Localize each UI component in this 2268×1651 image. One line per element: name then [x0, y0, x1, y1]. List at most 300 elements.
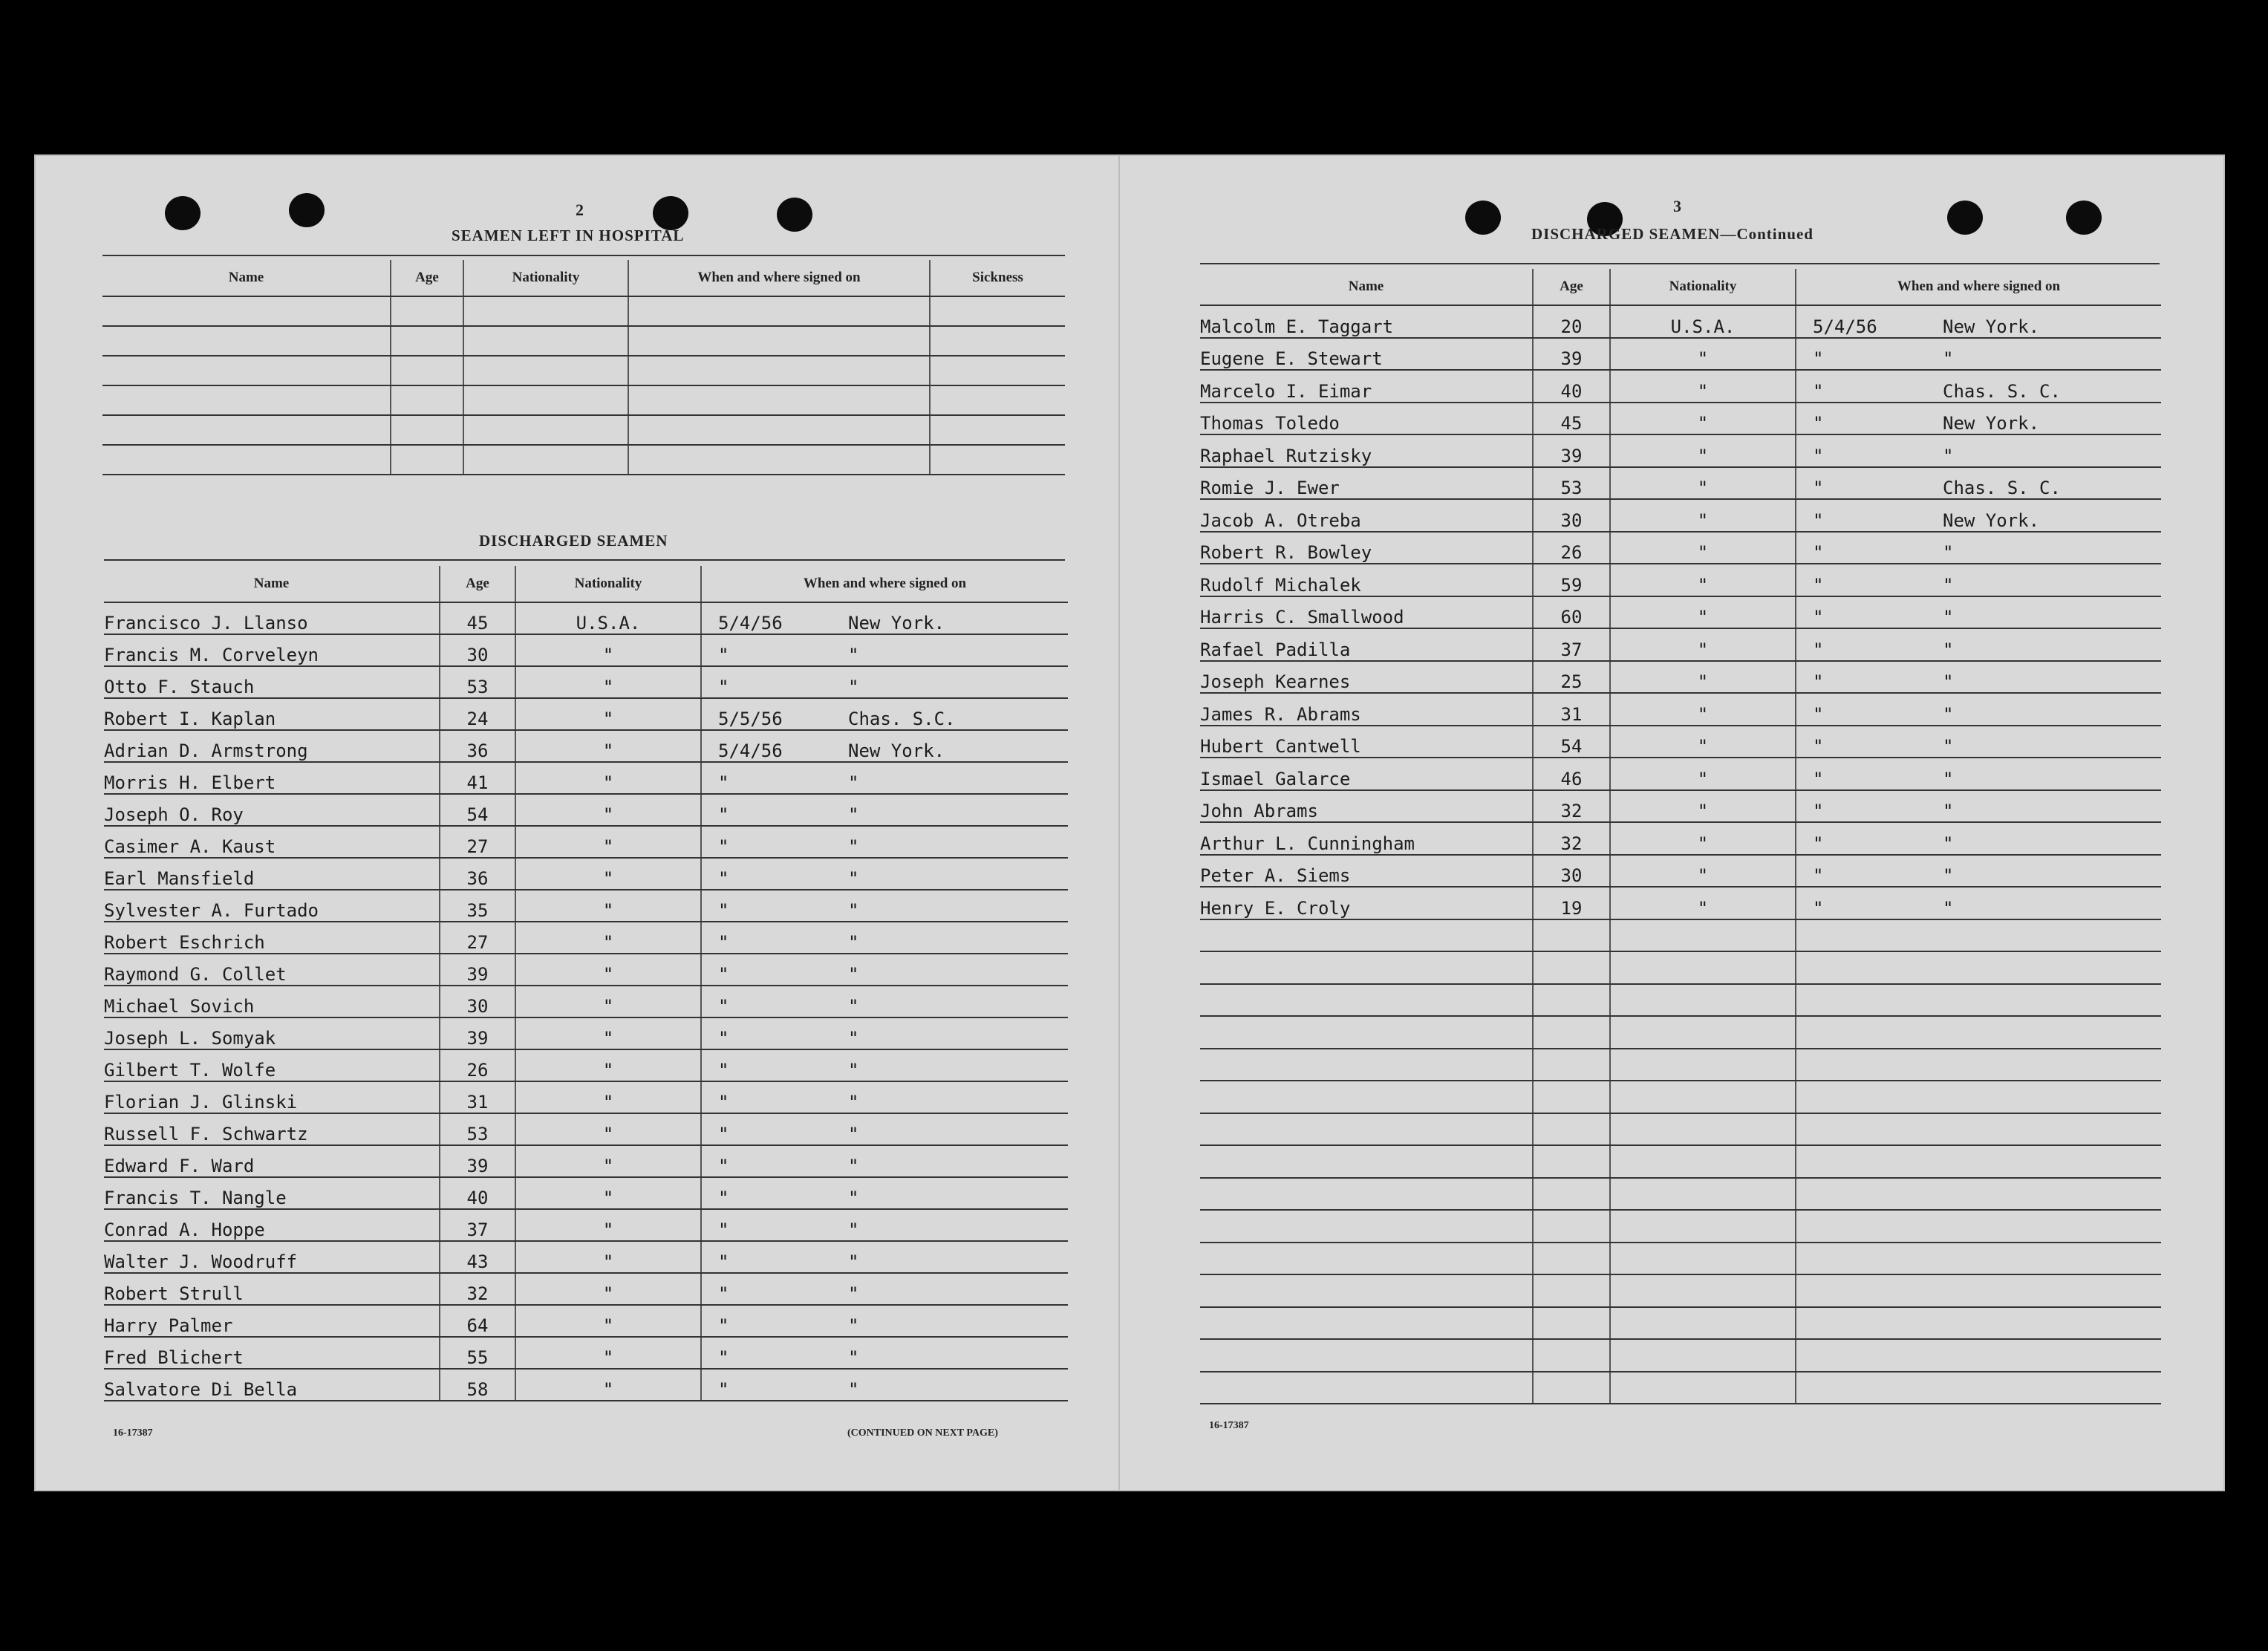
cell-nat: " [1610, 822, 1796, 855]
cell-name: John Abrams [1200, 790, 1533, 823]
column-header: Age [1533, 269, 1610, 305]
cell-nat: " [1610, 855, 1796, 888]
empty-cell [1533, 1081, 1610, 1113]
signed-on-date: " [718, 1315, 729, 1336]
cell-signed-on [1796, 855, 2161, 888]
punch-hole-icon [1947, 201, 1983, 235]
signed-on-date: " [1813, 736, 1824, 757]
empty-cell [1796, 984, 2161, 1017]
empty-cell [463, 415, 628, 445]
cell-nat: " [515, 1273, 701, 1305]
empty-cell [1610, 1145, 1796, 1178]
signed-on-place: " [1943, 542, 1954, 563]
cell-signed-on [701, 1081, 1068, 1113]
cell-signed-on [1796, 338, 2161, 371]
table-row [1200, 693, 2161, 726]
empty-cell [1200, 1113, 1533, 1146]
cell-name: Gilbert T. Wolfe [104, 1049, 440, 1081]
cell-signed-on [701, 1049, 1068, 1081]
signed-on-date: " [718, 1156, 729, 1176]
cell-name: Joseph O. Roy [104, 794, 440, 826]
cell-name: Robert Eschrich [104, 922, 440, 954]
cell-age: 53 [1533, 467, 1610, 500]
cell-age: 54 [440, 794, 515, 826]
empty-cell [1610, 1339, 1796, 1372]
cell-nat: " [515, 1241, 701, 1273]
empty-cell [1796, 1243, 2161, 1275]
signed-on-place: " [848, 1124, 859, 1144]
empty-cell [102, 415, 391, 445]
signed-on-date: " [718, 964, 729, 985]
cell-age: 40 [1533, 370, 1610, 403]
cell-name: Thomas Toledo [1200, 403, 1533, 435]
cell-nat: " [515, 698, 701, 730]
empty-cell [628, 445, 930, 475]
cell-nat: " [1610, 790, 1796, 823]
cell-signed-on [701, 794, 1068, 826]
cell-signed-on [1796, 596, 2161, 629]
signed-on-place: Chas. S. C. [1943, 380, 2061, 402]
cell-name: Peter A. Siems [1200, 855, 1533, 888]
signed-on-date: 5/4/56 [1813, 316, 1877, 337]
cell-age: 53 [440, 666, 515, 698]
empty-cell [1610, 1016, 1796, 1049]
signed-on-place: " [1943, 671, 1954, 692]
signed-on-place: " [1943, 703, 1954, 725]
cell-nat: " [515, 666, 701, 698]
column-header: When and where signed on [1796, 269, 2161, 305]
signed-on-place: " [848, 964, 859, 985]
empty-cell [1200, 1274, 1533, 1307]
table-row [102, 385, 1065, 415]
signed-on-date: " [1813, 445, 1824, 466]
table-row [1200, 661, 2161, 694]
table-row [1200, 467, 2161, 500]
cell-nat: " [515, 1049, 701, 1081]
signed-on-place: " [848, 804, 859, 825]
table-row [104, 954, 1068, 986]
signed-on-date: " [718, 677, 729, 697]
cell-age: 39 [440, 1145, 515, 1177]
signed-on-place: " [848, 1379, 859, 1400]
cell-name: Marcelo I. Eimar [1200, 370, 1533, 403]
signed-on-place: " [848, 1092, 859, 1113]
signed-on-date: " [1813, 703, 1824, 725]
cell-age: 32 [1533, 790, 1610, 823]
cell-name: Robert Strull [104, 1273, 440, 1305]
cell-name: Joseph L. Somyak [104, 1017, 440, 1049]
empty-cell [628, 326, 930, 356]
cell-nat: " [1610, 758, 1796, 790]
cell-signed-on [701, 602, 1068, 634]
table-row [1200, 1145, 2161, 1178]
table-row [104, 602, 1068, 634]
cell-age: 64 [440, 1305, 515, 1337]
signed-on-place: " [1943, 801, 1954, 821]
signed-on-date: 5/4/56 [718, 740, 783, 761]
cell-signed-on [701, 826, 1068, 858]
cell-nat: " [515, 1209, 701, 1241]
cell-age: 26 [1533, 532, 1610, 564]
empty-cell [1533, 1016, 1610, 1049]
page-number: 3 [1673, 197, 1681, 215]
signed-on-date: " [1813, 671, 1824, 692]
empty-cell [1200, 1178, 1533, 1211]
cell-signed-on [701, 1273, 1068, 1305]
table-row [104, 1305, 1068, 1337]
cell-signed-on [701, 1369, 1068, 1401]
table-row [1200, 1307, 2161, 1340]
empty-cell [1200, 1307, 1533, 1340]
cell-nat: " [1610, 726, 1796, 758]
signed-on-place: " [848, 772, 859, 793]
punch-hole-icon [289, 193, 325, 227]
signed-on-place: " [848, 932, 859, 953]
cell-name: Rafael Padilla [1200, 628, 1533, 661]
signed-on-place: " [1943, 736, 1954, 757]
cell-signed-on [1796, 532, 2161, 564]
table-row [1200, 1243, 2161, 1275]
cell-age: 43 [440, 1241, 515, 1273]
cell-name: Earl Mansfield [104, 858, 440, 890]
empty-cell [1533, 1049, 1610, 1081]
signed-on-date: " [718, 1283, 729, 1304]
cell-nat: " [515, 1369, 701, 1401]
signed-on-date: " [718, 900, 729, 921]
cell-signed-on [701, 1145, 1068, 1177]
cell-age: 32 [440, 1273, 515, 1305]
signed-on-place: New York. [1943, 509, 2040, 531]
cell-age: 37 [1533, 628, 1610, 661]
column-header: Nationality [515, 566, 701, 602]
table-row [104, 762, 1068, 794]
cell-nat: " [1610, 887, 1796, 919]
signed-on-date: " [718, 868, 729, 889]
cell-signed-on [701, 730, 1068, 762]
table-row [102, 415, 1065, 445]
table-row [102, 296, 1065, 326]
signed-on-place: " [1943, 607, 1954, 628]
punch-hole-icon [2066, 201, 2102, 235]
cell-signed-on [701, 954, 1068, 986]
cell-name: Walter J. Woodruff [104, 1241, 440, 1273]
punch-hole-icon [653, 196, 688, 230]
empty-cell [930, 326, 1065, 356]
cell-nat: " [1610, 499, 1796, 532]
empty-cell [1533, 1210, 1610, 1243]
signed-on-place: " [1943, 445, 1954, 466]
cell-age: 55 [440, 1337, 515, 1369]
empty-cell [1610, 1081, 1796, 1113]
table-row [1200, 596, 2161, 629]
cell-name: Casimer A. Kaust [104, 826, 440, 858]
signed-on-date: " [718, 932, 729, 953]
cell-age: 58 [440, 1369, 515, 1401]
discharged-section-title: DISCHARGED SEAMEN [479, 532, 668, 550]
empty-cell [391, 445, 463, 475]
empty-cell [1796, 951, 2161, 984]
empty-cell [1796, 919, 2161, 952]
signed-on-place: " [848, 996, 859, 1017]
cell-signed-on [701, 634, 1068, 666]
signed-on-date: " [718, 1092, 729, 1113]
signed-on-date: " [718, 1028, 729, 1049]
signed-on-date: " [1813, 801, 1824, 821]
punch-hole-icon [777, 198, 812, 232]
cell-signed-on [1796, 790, 2161, 823]
cell-nat: " [515, 794, 701, 826]
cell-age: 35 [440, 890, 515, 922]
empty-cell [1200, 1243, 1533, 1275]
table-row [1200, 1081, 2161, 1113]
cell-nat: " [1610, 693, 1796, 726]
column-header: Age [391, 260, 463, 296]
cell-signed-on [701, 1113, 1068, 1145]
empty-cell [628, 415, 930, 445]
table-row [1200, 1049, 2161, 1081]
signed-on-date: " [718, 772, 729, 793]
cell-name: Sylvester A. Furtado [104, 890, 440, 922]
table-row [104, 1049, 1068, 1081]
table-row [104, 1273, 1068, 1305]
cell-nat: " [1610, 370, 1796, 403]
empty-cell [1533, 1372, 1610, 1404]
signed-on-date: " [1813, 348, 1824, 369]
right-top-rule [1200, 263, 2160, 264]
cell-name: Francis M. Corveleyn [104, 634, 440, 666]
empty-cell [1533, 1178, 1610, 1211]
cell-age: 27 [440, 922, 515, 954]
signed-on-date: 5/4/56 [718, 613, 783, 634]
cell-nat: " [515, 1337, 701, 1369]
empty-cell [1796, 1145, 2161, 1178]
signed-on-date: " [718, 804, 729, 825]
cell-nat: " [1610, 564, 1796, 596]
cell-name: Edward F. Ward [104, 1145, 440, 1177]
empty-cell [1796, 1113, 2161, 1146]
cell-age: 45 [440, 602, 515, 634]
cell-name: Morris H. Elbert [104, 762, 440, 794]
cell-age: 26 [440, 1049, 515, 1081]
empty-cell [1533, 919, 1610, 952]
signed-on-place: Chas. S. C. [1943, 478, 2061, 498]
cell-signed-on [1796, 726, 2161, 758]
column-header: Name [1200, 269, 1533, 305]
empty-cell [1796, 1016, 2161, 1049]
empty-cell [463, 385, 628, 415]
empty-cell [463, 356, 628, 385]
empty-cell [1200, 1016, 1533, 1049]
cell-signed-on [1796, 564, 2161, 596]
table-row [1200, 1210, 2161, 1243]
discharged-top-rule [104, 559, 1065, 561]
cell-signed-on [701, 1177, 1068, 1209]
signed-on-date: " [1813, 509, 1824, 531]
signed-on-place: New York. [1943, 316, 2040, 337]
punch-hole-icon [1465, 201, 1501, 235]
empty-cell [628, 296, 930, 326]
column-header: Name [104, 566, 440, 602]
cell-age: 53 [440, 1113, 515, 1145]
signed-on-date: " [1813, 768, 1824, 789]
table-row [1200, 726, 2161, 758]
cell-signed-on [1796, 305, 2161, 338]
table-row [104, 1209, 1068, 1241]
cell-age: 31 [1533, 693, 1610, 726]
signed-on-date: " [1813, 639, 1824, 660]
empty-cell [1533, 1307, 1610, 1340]
empty-cell [391, 296, 463, 326]
empty-cell [1533, 1113, 1610, 1146]
signed-on-place: " [848, 677, 859, 697]
cell-signed-on [701, 1209, 1068, 1241]
empty-cell [1610, 1307, 1796, 1340]
cell-name: Michael Sovich [104, 986, 440, 1017]
signed-on-date: " [718, 1124, 729, 1144]
empty-cell [1610, 951, 1796, 984]
cell-age: 39 [440, 954, 515, 986]
cell-age: 31 [440, 1081, 515, 1113]
cell-age: 32 [1533, 822, 1610, 855]
cell-age: 60 [1533, 596, 1610, 629]
table-row [1200, 564, 2161, 596]
table-row [104, 986, 1068, 1017]
signed-on-place: " [848, 1219, 859, 1240]
cell-signed-on [701, 666, 1068, 698]
table-row [102, 445, 1065, 475]
signed-on-date: " [1813, 833, 1824, 854]
table-row [1200, 822, 2161, 855]
table-row [104, 826, 1068, 858]
signed-on-date: 5/5/56 [718, 709, 783, 729]
table-row [1200, 403, 2161, 435]
cell-name: Romie J. Ewer [1200, 467, 1533, 500]
page-title: DISCHARGED SEAMEN—Continued [1531, 225, 1814, 243]
table-row [1200, 370, 2161, 403]
empty-cell [1796, 1274, 2161, 1307]
hospital-top-rule [102, 255, 1065, 256]
cell-signed-on [1796, 499, 2161, 532]
signed-on-date: " [718, 1347, 729, 1368]
signed-on-place: " [848, 1283, 859, 1304]
empty-cell [1796, 1081, 2161, 1113]
cell-signed-on [701, 1017, 1068, 1049]
signed-on-date: " [718, 1219, 729, 1240]
empty-cell [1610, 1243, 1796, 1275]
empty-cell [930, 445, 1065, 475]
cell-nat: " [515, 922, 701, 954]
empty-cell [1610, 919, 1796, 952]
signed-on-place: " [848, 1028, 859, 1049]
empty-cell [1200, 1049, 1533, 1081]
cell-age: 39 [1533, 434, 1610, 467]
cell-signed-on [1796, 887, 2161, 919]
column-header: Name [102, 260, 391, 296]
signed-on-place: " [848, 836, 859, 857]
signed-on-date: " [1813, 897, 1824, 919]
cell-name: Conrad A. Hoppe [104, 1209, 440, 1241]
cell-nat: " [515, 1081, 701, 1113]
table-row [102, 356, 1065, 385]
cell-age: 39 [440, 1017, 515, 1049]
table-row [104, 730, 1068, 762]
cell-age: 41 [440, 762, 515, 794]
table-row [1200, 305, 2161, 338]
cell-age: 25 [1533, 661, 1610, 694]
empty-cell [1610, 1274, 1796, 1307]
cell-nat: " [515, 762, 701, 794]
empty-cell [1200, 1210, 1533, 1243]
cell-signed-on [701, 762, 1068, 794]
empty-cell [1533, 1339, 1610, 1372]
signed-on-place: " [848, 1251, 859, 1272]
signed-on-place: " [848, 1060, 859, 1081]
table-row [1200, 855, 2161, 888]
cell-age: 19 [1533, 887, 1610, 919]
empty-cell [102, 356, 391, 385]
cell-signed-on [701, 986, 1068, 1017]
cell-age: 24 [440, 698, 515, 730]
cell-nat: " [1610, 338, 1796, 371]
empty-cell [463, 445, 628, 475]
cell-name: Hubert Cantwell [1200, 726, 1533, 758]
cell-nat: " [515, 890, 701, 922]
cell-nat: " [515, 1145, 701, 1177]
signed-on-date: " [1813, 865, 1824, 886]
cell-signed-on [1796, 403, 2161, 435]
cell-name: Eugene E. Stewart [1200, 338, 1533, 371]
cell-name: Rudolf Michalek [1200, 564, 1533, 596]
table-row [104, 1145, 1068, 1177]
empty-cell [463, 296, 628, 326]
empty-cell [1200, 1081, 1533, 1113]
table-row [104, 922, 1068, 954]
cell-signed-on [1796, 467, 2161, 500]
cell-age: 30 [440, 634, 515, 666]
cell-name: Jacob A. Otreba [1200, 499, 1533, 532]
table-row [1200, 887, 2161, 919]
table-row [1200, 532, 2161, 564]
cell-nat: " [1610, 467, 1796, 500]
table-row [1200, 628, 2161, 661]
table-row [1200, 1016, 2161, 1049]
page-number: 2 [576, 201, 584, 219]
hospital-table [102, 260, 1065, 475]
cell-age: 54 [1533, 726, 1610, 758]
empty-cell [1796, 1049, 2161, 1081]
cell-age: 30 [1533, 499, 1610, 532]
empty-cell [1200, 1372, 1533, 1404]
cell-nat: " [515, 1017, 701, 1049]
empty-cell [1610, 1210, 1796, 1243]
empty-cell [930, 385, 1065, 415]
empty-cell [102, 296, 391, 326]
cell-age: 30 [440, 986, 515, 1017]
signed-on-date: " [718, 1188, 729, 1208]
signed-on-date: " [718, 645, 729, 665]
cell-nat: " [1610, 661, 1796, 694]
signed-on-place: " [848, 1156, 859, 1176]
cell-nat: " [515, 1305, 701, 1337]
table-row [104, 1241, 1068, 1273]
cell-signed-on [1796, 822, 2161, 855]
form-number: 16-17387 [113, 1427, 153, 1439]
punch-hole-icon [165, 196, 201, 230]
signed-on-place: " [848, 868, 859, 889]
hospital-section-title: SEAMEN LEFT IN HOSPITAL [452, 227, 685, 244]
cell-nat: " [515, 986, 701, 1017]
signed-on-date: " [718, 1251, 729, 1272]
